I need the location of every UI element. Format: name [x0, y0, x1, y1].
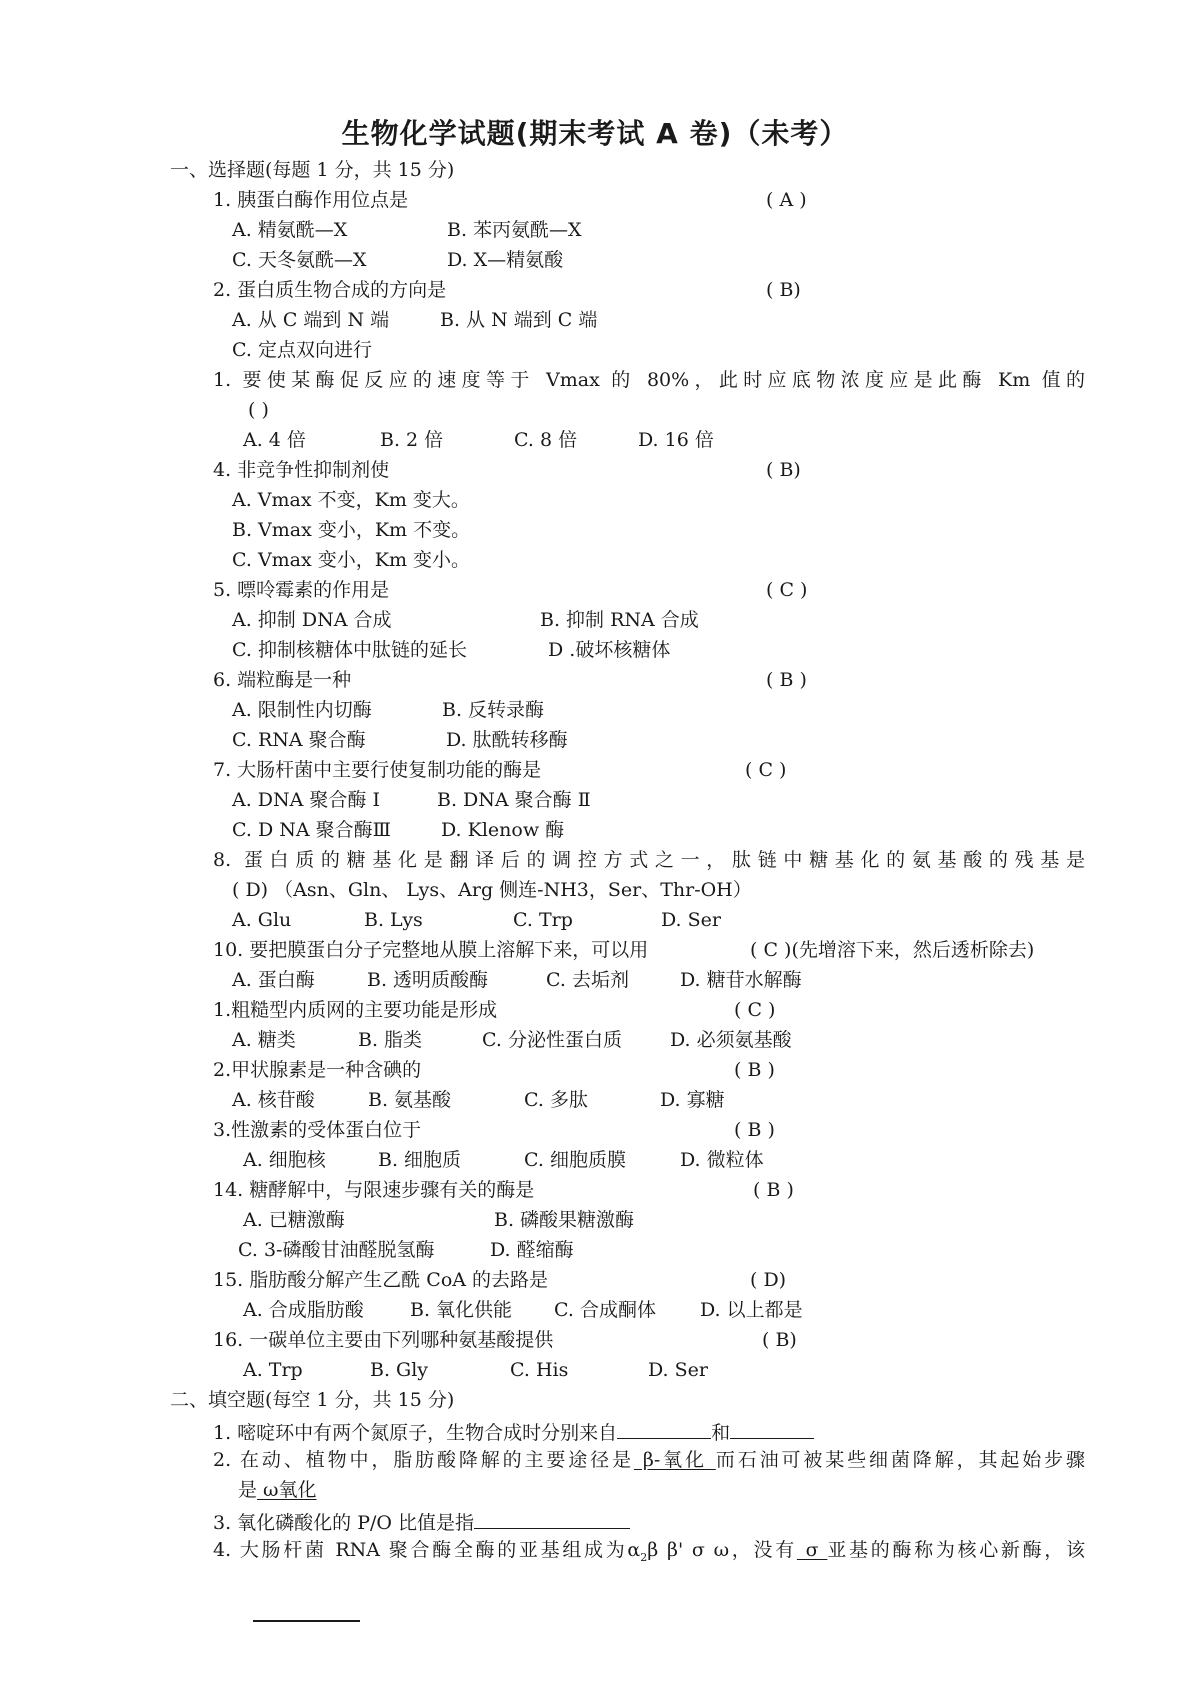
question-stem: 10. 要把膜蛋白分子完整地从膜上溶解下来，可以用	[213, 939, 649, 961]
question-stem: 3.性激素的受体蛋白位于	[213, 1119, 422, 1141]
question-stem: 1. 胰蛋白酶作用位点是	[213, 189, 409, 211]
option-d: D. X—精氨酸	[447, 249, 564, 271]
question-stem: 2. 蛋白质生物合成的方向是	[213, 279, 447, 301]
question-stem: 4. 非竞争性抑制剂使	[213, 459, 390, 481]
option-d: D. 必须氨基酸	[670, 1029, 792, 1051]
fill-question	[213, 1538, 1085, 1570]
option-c: C. D NA 聚合酶Ⅲ	[232, 819, 391, 841]
answer-marker: ( C )	[734, 999, 776, 1021]
fill-blank-continuation	[253, 1620, 360, 1622]
question-stem-text: 1. 要使某酶促反应的速度等于 Vmax 的 80%，此时应底物浓度应是此酶 Km 值的	[213, 369, 1085, 391]
answer-marker: ( B)	[766, 459, 801, 481]
option-b: B. 2 倍	[380, 429, 444, 451]
option-a: A. 蛋白酶	[232, 969, 315, 991]
option-c: C. 去垢剂	[546, 969, 629, 991]
option-c: C. 天冬氨酰—X	[232, 249, 367, 271]
fill-answer: ω氧化	[257, 1479, 317, 1501]
option-a: A. 已糖激酶	[243, 1209, 345, 1231]
question-stem: 14. 糖酵解中，与限速步骤有关的酶是	[213, 1179, 535, 1201]
option-a: A. 细胞核	[243, 1149, 326, 1171]
question-stem: 5. 嘌呤霉素的作用是	[213, 579, 390, 601]
answer-marker: ( B )	[753, 1179, 794, 1201]
option-b: B. 透明质酸酶	[367, 969, 489, 991]
answer-marker: ( C )(先增溶下来，然后透析除去)	[750, 939, 1035, 961]
option-a: A. DNA 聚合酶 I	[232, 789, 380, 811]
answer-marker: ( B )	[734, 1119, 775, 1141]
option-d: D. 16 倍	[638, 429, 714, 451]
option-d: D. Ser	[648, 1359, 708, 1381]
question-stem: 1.粗糙型内质网的主要功能是形成	[213, 999, 498, 1021]
option-c: C. 分泌性蛋白质	[482, 1029, 622, 1051]
fill-subscript: 2	[640, 1550, 648, 1564]
option-b: B. Gly	[370, 1359, 429, 1381]
option-c: C. 定点双向进行	[232, 339, 372, 361]
fill-answer: σ	[796, 1539, 828, 1561]
option-b: B. Vmax 变小，Km 不变。	[232, 519, 471, 541]
page-title: 生物化学试题(期末考试 A 卷)（未考）	[341, 117, 849, 150]
fill-blank	[730, 1418, 814, 1439]
option-b: B. 细胞质	[378, 1149, 462, 1171]
option-c: C. 细胞质膜	[524, 1149, 626, 1171]
question-stem: 6. 端粒酶是一种	[213, 669, 352, 691]
option-d: D. 醛缩酶	[490, 1239, 574, 1261]
option-b: B. 苯丙氨酰—X	[447, 219, 582, 241]
answer-paren: ( )	[248, 399, 269, 421]
answer-marker: ( B )	[734, 1059, 775, 1081]
option-b: B. 氨基酸	[368, 1089, 452, 1111]
option-d: D. 微粒体	[680, 1149, 764, 1171]
option-a: A. 抑制 DNA 合成	[232, 609, 392, 631]
option-a: A. 从 C 端到 N 端	[232, 309, 390, 331]
question-stem	[213, 848, 1085, 872]
option-c: C. Trp	[513, 909, 573, 931]
option-d: D. 寡糖	[660, 1089, 725, 1111]
option-a: A. Trp	[243, 1359, 303, 1381]
option-c: C. Vmax 变小，Km 变小。	[232, 549, 471, 571]
option-a: A. 限制性内切酶	[232, 699, 372, 721]
answer-marker: ( B )	[766, 669, 807, 691]
option-b: B. 抑制 RNA 合成	[540, 609, 699, 631]
option-c: C. 抑制核糖体中肽链的延长	[232, 639, 467, 661]
fill-text: 4. 大肠杆菌 RNA 聚合酶全酶的亚基组成为α	[213, 1539, 641, 1561]
option-b: B. 从 N 端到 C 端	[440, 309, 598, 331]
answer-marker: ( B)	[762, 1329, 797, 1351]
answer-marker: ( C )	[745, 759, 787, 781]
question-stem: 15. 脂肪酸分解产生乙酰 CoA 的去路是	[213, 1269, 549, 1291]
option-c: C. His	[510, 1359, 569, 1381]
answer-marker: ( C )	[766, 579, 808, 601]
fill-text: 和	[711, 1422, 731, 1444]
option-a: A. Glu	[232, 909, 292, 931]
section-heading: 二、填空题(每空 1 分，共 15 分)	[170, 1389, 455, 1411]
fill-text: 1. 嘧啶环中有两个氮原子，生物合成时分别来自	[213, 1422, 618, 1444]
fill-question-line2	[238, 1478, 317, 1502]
question-stem: 2.甲状腺素是一种含碘的	[213, 1059, 422, 1081]
question-stem-line2: ( D) （Asn、Gln、 Lys、Arg 侧连-NH3，Ser、Thr-OH）	[232, 879, 752, 901]
option-b: B. 脂类	[358, 1029, 423, 1051]
option-b: B. Lys	[364, 909, 423, 931]
answer-marker: ( B)	[766, 279, 801, 301]
question-stem: 7. 大肠杆菌中主要行使复制功能的酶是	[213, 759, 542, 781]
option-b: B. DNA 聚合酶 Ⅱ	[437, 789, 591, 811]
option-a: A. 糖类	[232, 1029, 296, 1051]
option-d: D. Klenow 酶	[441, 819, 565, 841]
fill-text: 是	[238, 1479, 258, 1501]
fill-text: 而石油可被某些细菌降解，其起始步骤	[715, 1449, 1085, 1471]
fill-text: 2. 在动、植物中，脂肪酸降解的主要途径是	[213, 1449, 634, 1471]
fill-question	[213, 1448, 1085, 1472]
section-heading: 一、选择题(每题 1 分，共 15 分)	[170, 159, 455, 181]
option-b: B. 磷酸果糖激酶	[494, 1209, 635, 1231]
option-b: B. 反转录酶	[442, 699, 545, 721]
fill-text: 3. 氧化磷酸化的 P/O 比值是指	[213, 1512, 475, 1534]
option-c: C. RNA 聚合酶	[232, 729, 366, 751]
option-c: C. 3-磷酸甘油醛脱氢酶	[238, 1239, 435, 1261]
fill-blank	[474, 1508, 630, 1529]
fill-answer: β-氧化	[633, 1449, 716, 1471]
question-stem: 16. 一碳单位主要由下列哪种氨基酸提供	[213, 1329, 554, 1351]
fill-question	[213, 1508, 630, 1535]
option-c: C. 多肽	[524, 1089, 588, 1111]
option-d: D .破坏核糖体	[548, 639, 671, 661]
option-a: A. 精氨酰—X	[232, 219, 348, 241]
option-c: C. 8 倍	[514, 429, 578, 451]
fill-question	[213, 1418, 814, 1445]
option-d: D. 肽酰转移酶	[446, 729, 568, 751]
fill-blank	[617, 1418, 711, 1439]
option-d: D. 以上都是	[700, 1299, 803, 1321]
option-d: D. Ser	[661, 909, 721, 931]
option-b: B. 氧化供能	[410, 1299, 513, 1321]
answer-marker: ( D)	[750, 1269, 787, 1291]
answer-marker: ( A )	[766, 189, 807, 211]
option-d: D. 糖苷水解酶	[680, 969, 802, 991]
option-a: A. Vmax 不变，Km 变大。	[232, 489, 470, 511]
option-a: A. 合成脂肪酸	[243, 1299, 364, 1321]
option-a: A. 核苷酸	[232, 1089, 315, 1111]
fill-text: 亚基的酶称为核心新酶，该	[827, 1539, 1085, 1561]
fill-text: β β' σ ω，没有	[647, 1539, 797, 1561]
option-c: C. 合成酮体	[554, 1299, 656, 1321]
question-stem	[213, 368, 1085, 392]
option-a: A. 4 倍	[243, 429, 306, 451]
question-stem-text: 8. 蛋白质的糖基化是翻译后的调控方式之一，肽链中糖基化的氨基酸的残基是	[213, 849, 1085, 871]
